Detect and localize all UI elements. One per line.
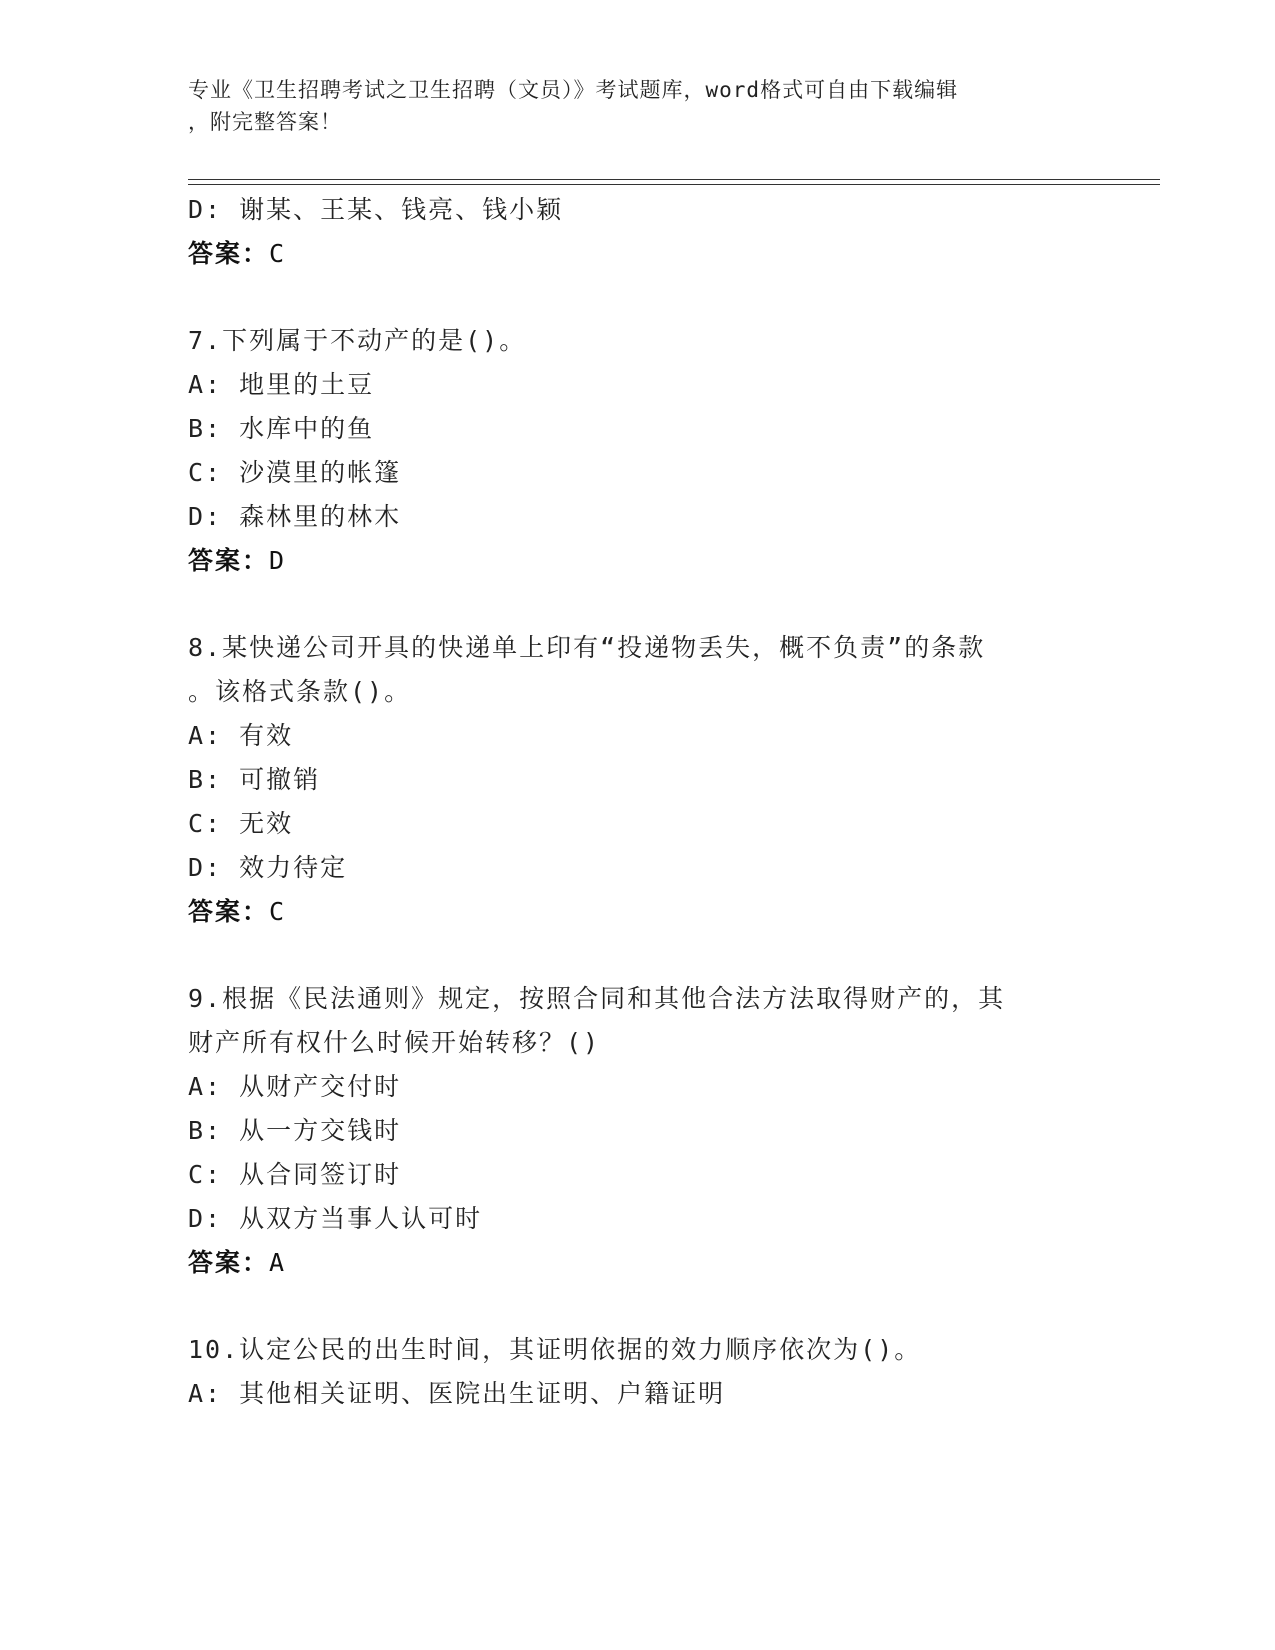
header-line-1: 专业《卫生招聘考试之卫生招聘（文员）》考试题库，word格式可自由下载编辑 xyxy=(188,78,959,102)
answer-label: 答案： xyxy=(188,239,270,268)
q9-stem-line-1: 9.根据《民法通则》规定，按照合同和其他合法方法取得财产的，其 xyxy=(188,984,1006,1013)
q8-option-b: B: 可撤销 xyxy=(188,765,321,794)
q7-answer-value: D xyxy=(269,546,287,575)
q10-stem: 10.认定公民的出生时间，其证明依据的效力顺序依次为()。 xyxy=(188,1335,922,1364)
q7-option-a: A: 地里的土豆 xyxy=(188,370,375,399)
header-divider-top xyxy=(188,179,1160,180)
q7-stem: 7.下列属于不动产的是()。 xyxy=(188,326,527,355)
q8-answer-value: C xyxy=(269,897,287,926)
q10-option-a: A: 其他相关证明、医院出生证明、户籍证明 xyxy=(188,1379,726,1408)
q6-option-d: D: 谢某、王某、钱亮、钱小颖 xyxy=(188,195,564,224)
q8-answer xyxy=(188,894,286,930)
answer-label: 答案： xyxy=(188,1248,270,1277)
q8-stem-line-1: 8.某快递公司开具的快递单上印有“投递物丢失，概不负责”的条款 xyxy=(188,633,986,662)
q6-answer xyxy=(188,236,286,272)
q9-option-d: D: 从双方当事人认可时 xyxy=(188,1204,483,1233)
header-line-2: ，附完整答案！ xyxy=(188,110,342,134)
q9-answer xyxy=(188,1245,286,1281)
q6-answer-value: C xyxy=(269,239,287,268)
q7-answer xyxy=(188,543,286,579)
q7-option-d: D: 森林里的林木 xyxy=(188,502,402,531)
answer-label: 答案： xyxy=(188,546,270,575)
q7-option-c: C: 沙漠里的帐篷 xyxy=(188,458,402,487)
header-divider-bottom xyxy=(188,184,1160,185)
q9-option-b: B: 从一方交钱时 xyxy=(188,1116,402,1145)
q8-option-a: A: 有效 xyxy=(188,721,294,750)
q8-stem-line-2: 。该格式条款()。 xyxy=(188,677,412,706)
q9-option-a: A: 从财产交付时 xyxy=(188,1072,402,1101)
q7-option-b: B: 水库中的鱼 xyxy=(188,414,375,443)
q8-option-d: D: 效力待定 xyxy=(188,853,348,882)
document-header xyxy=(188,74,1088,138)
q8-option-c: C: 无效 xyxy=(188,809,294,838)
answer-label: 答案： xyxy=(188,897,270,926)
q9-answer-value: A xyxy=(269,1248,287,1277)
q9-stem-line-2: 财产所有权什么时候开始转移？() xyxy=(188,1028,601,1057)
q9-option-c: C: 从合同签订时 xyxy=(188,1160,402,1189)
